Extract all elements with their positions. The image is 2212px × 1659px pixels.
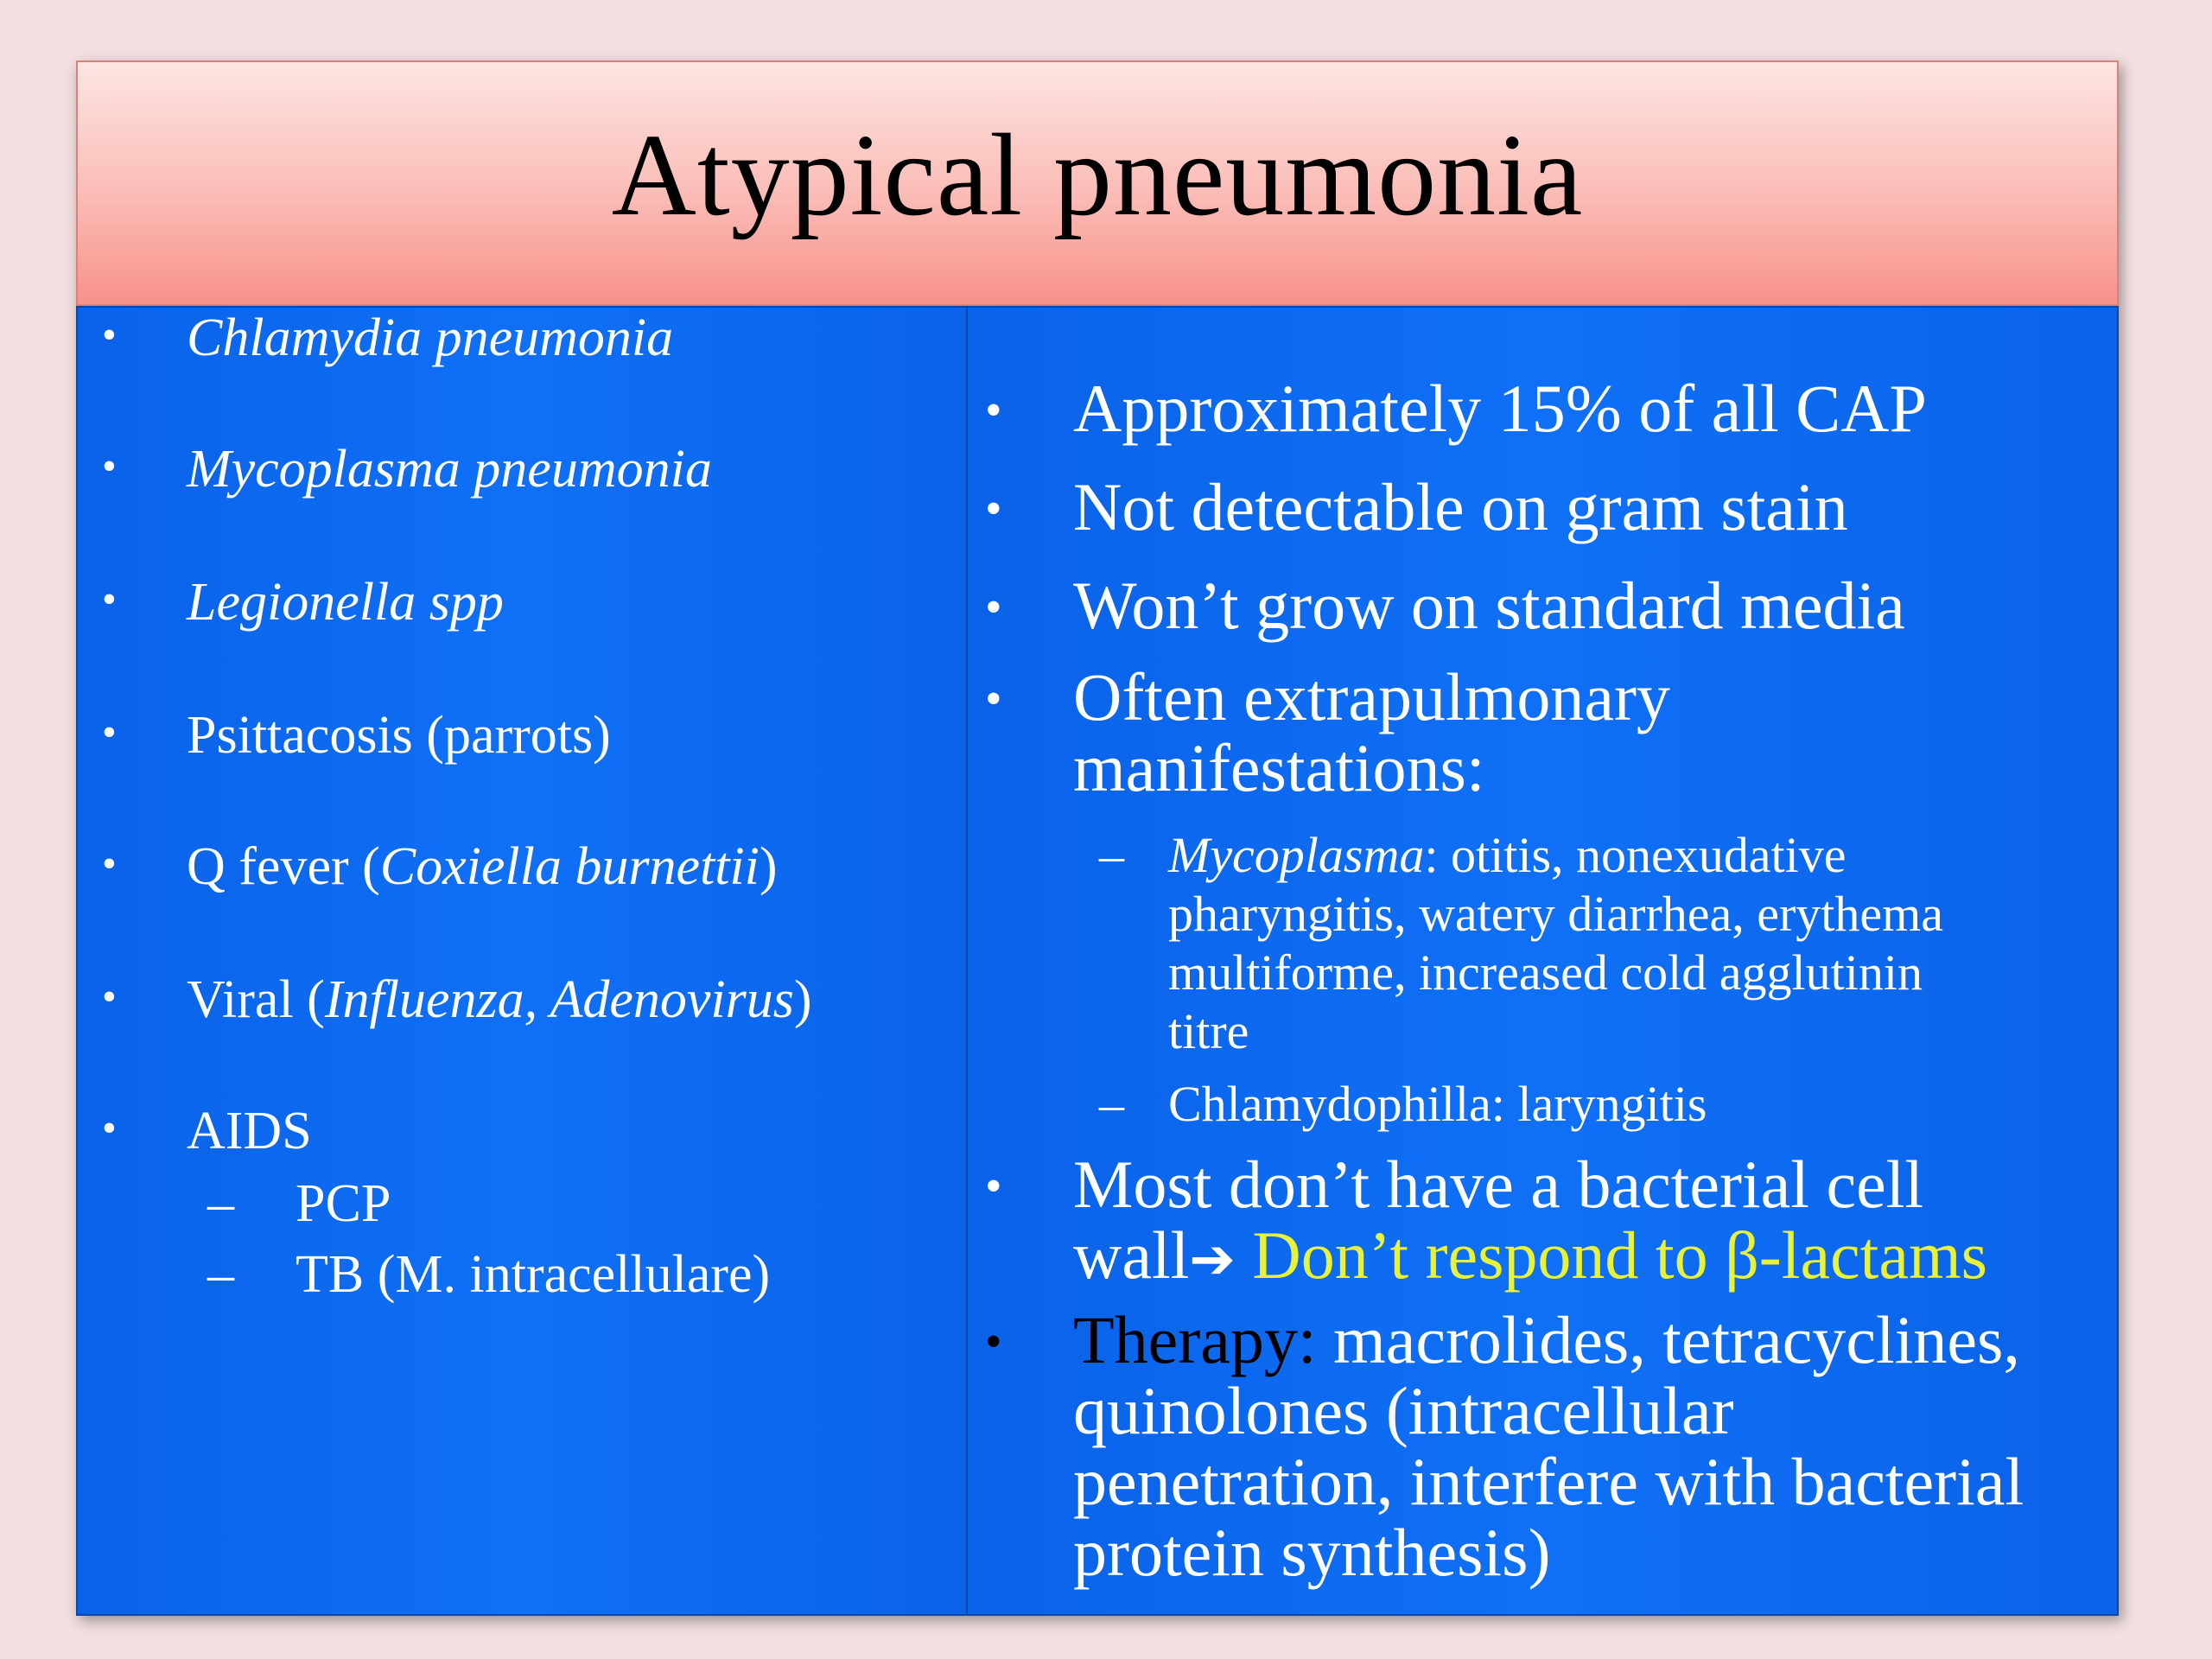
bullet: • — [102, 709, 117, 755]
bullet: • — [985, 384, 1002, 437]
item-text: Chlamydophilla: laryngitis — [1168, 1076, 1707, 1132]
bullet: • — [985, 1315, 1002, 1369]
right-panel — [966, 306, 2119, 1616]
italic-text: Influenza, Adenovirus — [324, 970, 794, 1029]
sub-list-item — [1099, 826, 2110, 1061]
dash: – — [207, 1174, 234, 1233]
slide — [76, 60, 2119, 1616]
item-text: Approximately 15% of all CAP — [1073, 371, 1927, 446]
dash: – — [1099, 1076, 1124, 1132]
arrow-right-icon: ➔ — [1189, 1228, 1236, 1292]
item-line: pharyngitis, watery diarrhea, erythema — [1168, 886, 1944, 942]
text-run: Q fever ( — [187, 837, 380, 896]
slide-title: Atypical pneumonia — [611, 111, 1584, 240]
item-text: macrolides, tetracyclines, — [1316, 1302, 2020, 1377]
item-text: Won’t grow on standard media — [1073, 568, 1905, 643]
item-line: multiforme, increased cold agglutinin — [1168, 944, 1923, 1001]
italic-text: Legionella spp — [187, 573, 504, 632]
dash: – — [1099, 827, 1124, 883]
item-text: : otitis, nonexudative — [1424, 827, 1847, 883]
bullet: • — [985, 581, 1002, 634]
therapy-label: Therapy: — [1073, 1302, 1317, 1377]
item-line: penetration, interfere with bacterial — [1073, 1444, 2024, 1519]
item-text — [187, 308, 673, 369]
bullet: • — [102, 974, 117, 1020]
bullet: • — [985, 672, 1002, 726]
item-line: manifestations: — [1073, 730, 1485, 805]
text-run: AIDS — [187, 1102, 312, 1160]
left-panel — [76, 306, 968, 1616]
item-line: wall — [1073, 1217, 1190, 1293]
italic-text: Chlamydia pneumonia — [187, 308, 674, 367]
text-run: ) — [793, 970, 812, 1029]
item-line: Most don’t have a bacterial cell — [1073, 1147, 1924, 1222]
item-text — [187, 836, 778, 898]
dash: – — [207, 1245, 234, 1304]
text-run: ) — [759, 837, 778, 896]
italic-text: Coxiella burnettii — [379, 837, 760, 896]
bullet: • — [102, 443, 117, 489]
text-run: Psittacosis (parrots) — [187, 706, 611, 765]
bullet: • — [985, 1160, 1002, 1213]
highlight-text: Don’t respond to β-lactams — [1235, 1217, 1987, 1293]
text-run: Viral ( — [187, 970, 325, 1029]
title-bar — [76, 60, 2119, 306]
bullet: • — [985, 482, 1002, 536]
item-text — [187, 1101, 312, 1162]
bullet: • — [102, 841, 117, 887]
item-text — [1073, 1302, 2101, 1590]
italic-text: Mycoplasma pneumonia — [187, 440, 712, 499]
item-text — [187, 969, 812, 1031]
item-line: titre — [1168, 1003, 1249, 1059]
item-text: TB (M. intracellulare) — [296, 1245, 771, 1304]
item-text — [187, 705, 611, 766]
bullet: • — [102, 1105, 117, 1151]
bullet: • — [102, 576, 117, 622]
item-text — [1073, 659, 2101, 805]
item-line: Often extrapulmonary — [1073, 659, 1670, 734]
item-text: Not detectable on gram stain — [1073, 469, 1848, 544]
item-line: quinolones (intracellular — [1073, 1373, 1734, 1448]
item-text-italic: Mycoplasma — [1168, 827, 1425, 883]
item-text: PCP — [296, 1174, 391, 1233]
item-text — [187, 439, 712, 500]
item-text — [1073, 1149, 2101, 1295]
sub-list-item — [1099, 1075, 2110, 1134]
item-text — [187, 572, 504, 633]
item-line: protein synthesis) — [1073, 1515, 1551, 1590]
bullet: • — [102, 312, 117, 358]
